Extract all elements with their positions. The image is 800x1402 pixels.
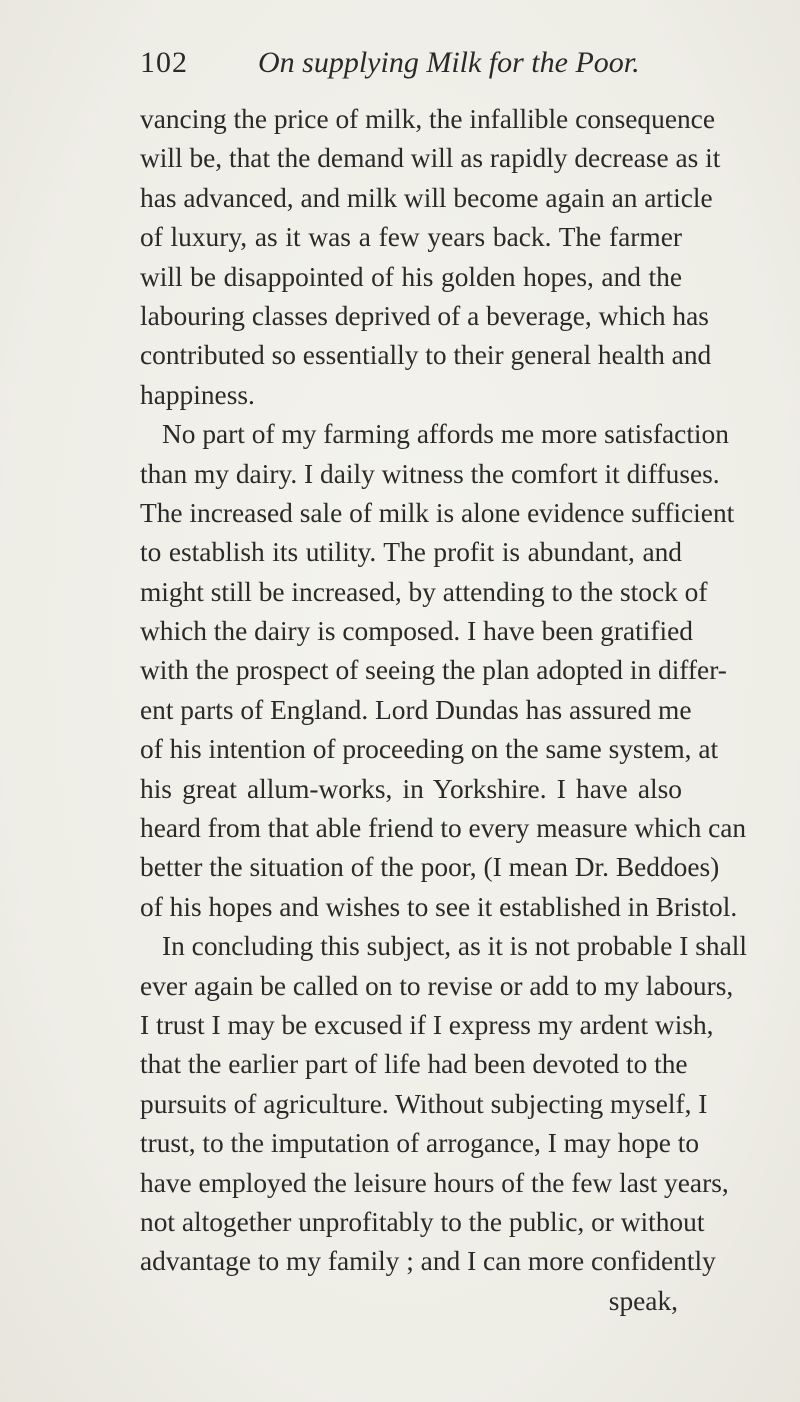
text-line: ent parts of England. Lord Dundas has assured me [140, 694, 692, 725]
text-line: vancing the price of milk, the infallible consequence [140, 104, 715, 134]
text-line: labouring classes deprived of a beverage, which has [140, 300, 709, 331]
text-line: contributed so essentially to their general health and [140, 340, 712, 371]
text-line: his great allum-works, in Yorkshire. I have also [140, 773, 682, 804]
text-line: not altogether unprofitably to the public, or without [140, 1206, 705, 1237]
body-text [140, 100, 747, 1321]
text-line: trust, to the imputation of arrogance, I may hope to [140, 1128, 700, 1159]
text-line: has advanced, and milk will become again an article [140, 182, 713, 213]
catchword: speak, [608, 1285, 678, 1316]
text-line: will be disappointed of his golden hopes, and the [140, 261, 682, 292]
paragraph-start-line: No part of my farming affords me more satisfaction [162, 419, 729, 450]
text-line: that the earlier part of life had been devoted to the [140, 1049, 688, 1080]
page-header [140, 46, 680, 86]
text-line: I trust I may be excused if I express my ardent wish, [140, 1009, 714, 1040]
text-line: will be, that the demand will as rapidly decrease as it [140, 143, 721, 174]
text-line: of his intention of proceeding on the same system, at [140, 734, 719, 765]
text-line: happiness. [140, 379, 255, 410]
text-line: of luxury, as it was a few years back. The farmer [140, 222, 682, 253]
text-line: with the prospect of seeing the plan adopted in differ- [140, 655, 727, 686]
running-head: On supplying Milk for the Poor. [258, 46, 640, 79]
text-line: to establish its utility. The profit is abundant, and [140, 537, 682, 568]
text-line: pursuits of agriculture. Without subjecting myself, I [140, 1088, 708, 1119]
text-line: ever again be called on to revise or add to my labours, [140, 970, 734, 1001]
text-line: advantage to my family ; and I can more confidently [140, 1246, 716, 1277]
paragraph-start-line: In concluding this subject, as it is not probable I shall [162, 931, 747, 962]
text-line: than my dairy. I daily witness the comfort it diffuses. [140, 458, 720, 489]
text-line: which the dairy is composed. I have been gratified [140, 616, 693, 647]
text-line: have employed the leisure hours of the few last years, [140, 1167, 729, 1198]
text-line: of his hopes and wishes to see it established in Bristol. [140, 891, 738, 922]
page-number: 102 [140, 46, 188, 79]
text-line: heard from that able friend to every measure which can [140, 813, 747, 844]
text-line: might still be increased, by attending to the stock of [140, 576, 708, 607]
text-line: The increased sale of milk is alone evidence sufficient [140, 497, 735, 528]
text-line: better the situation of the poor, (I mean Dr. Beddoes) [140, 852, 720, 883]
